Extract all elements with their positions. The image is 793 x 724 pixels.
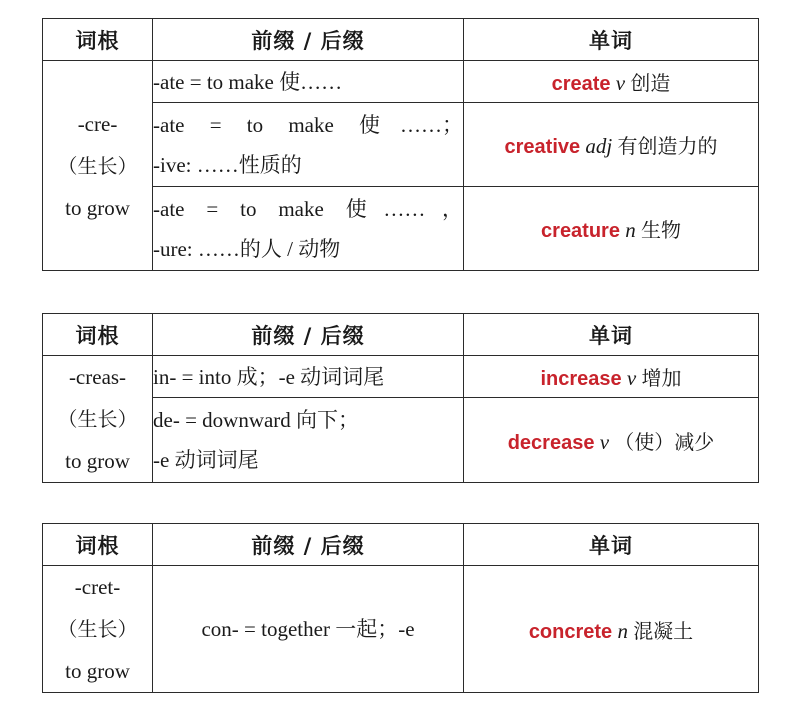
meaning: 创造 bbox=[630, 71, 671, 95]
header-affix: 前缀 / 后缀 bbox=[153, 314, 464, 356]
header-affix: 前缀 / 后缀 bbox=[153, 524, 464, 566]
word: increase bbox=[540, 368, 622, 391]
header-word: 单词 bbox=[464, 19, 759, 61]
vocab-table-cre bbox=[42, 18, 759, 271]
meaning: 混凝土 bbox=[633, 618, 694, 643]
table-row bbox=[43, 61, 759, 103]
affix-line: -ure: ……的人 / 动物 bbox=[153, 236, 341, 261]
affix-cell bbox=[153, 103, 464, 187]
affix-cell bbox=[153, 566, 464, 693]
affix-cell bbox=[153, 398, 464, 483]
root-cell bbox=[43, 356, 153, 483]
affix-line: -ate = to make 使…… bbox=[153, 69, 343, 94]
affix-line: de- = downward 向下； bbox=[153, 408, 360, 433]
word-cell bbox=[464, 566, 759, 693]
affix-cell bbox=[153, 187, 464, 271]
word: create bbox=[551, 73, 611, 95]
root-gloss-en: to grow bbox=[65, 195, 130, 220]
affix-line: con- = together 一起；-e bbox=[201, 617, 415, 641]
header-row bbox=[43, 314, 759, 356]
meaning: 生物 bbox=[640, 218, 681, 242]
vocab-table-cret bbox=[42, 523, 759, 693]
table-row bbox=[43, 356, 759, 398]
affix-cell bbox=[153, 356, 464, 398]
root-gloss-en: to grow bbox=[65, 449, 130, 473]
root-gloss-zh: （生长） bbox=[57, 617, 138, 641]
word-cell bbox=[464, 103, 759, 187]
word-cell bbox=[464, 61, 759, 103]
word: decrease bbox=[507, 431, 595, 454]
root-cell bbox=[43, 566, 153, 693]
root-form: -cret- bbox=[74, 575, 121, 599]
root-form: -creas- bbox=[68, 365, 127, 389]
word-cell bbox=[464, 398, 759, 483]
header-word: 单词 bbox=[464, 524, 759, 566]
affix-line: in- = into 成；-e 动词词尾 bbox=[153, 364, 385, 389]
table-row bbox=[43, 566, 759, 693]
word: concrete bbox=[528, 620, 613, 643]
affix-line: -ate = to make 使……； bbox=[153, 112, 463, 137]
part-of-speech: v bbox=[599, 429, 610, 454]
header-root: 词根 bbox=[43, 314, 153, 356]
root-form: -cre- bbox=[77, 111, 118, 136]
word: creative bbox=[504, 136, 581, 158]
header-row bbox=[43, 19, 759, 61]
affix-line: -ive: ……性质的 bbox=[153, 152, 302, 177]
part-of-speech: v bbox=[615, 71, 626, 95]
word-cell bbox=[464, 356, 759, 398]
header-word: 单词 bbox=[464, 314, 759, 356]
header-row bbox=[43, 524, 759, 566]
root-gloss-zh: （生长） bbox=[57, 407, 138, 431]
affix-cell bbox=[153, 61, 464, 103]
meaning: （使）减少 bbox=[614, 429, 715, 454]
meaning: 增加 bbox=[641, 366, 682, 391]
affix-line: -e 动词词尾 bbox=[153, 448, 259, 473]
vocab-table-creas bbox=[42, 313, 759, 483]
root-cell bbox=[43, 61, 153, 271]
header-root: 词根 bbox=[43, 19, 153, 61]
header-root: 词根 bbox=[43, 524, 153, 566]
meaning: 有创造力的 bbox=[617, 134, 718, 158]
part-of-speech: v bbox=[626, 366, 637, 391]
root-gloss-en: to grow bbox=[65, 659, 130, 683]
part-of-speech: adj bbox=[585, 134, 613, 158]
header-affix: 前缀 / 后缀 bbox=[153, 19, 464, 61]
affix-line: -ate = to make 使……， bbox=[153, 196, 463, 221]
part-of-speech: n bbox=[617, 618, 628, 643]
word: creature bbox=[541, 220, 620, 242]
part-of-speech: n bbox=[625, 218, 636, 242]
word-cell bbox=[464, 187, 759, 271]
root-gloss-zh: （生长） bbox=[57, 153, 138, 178]
